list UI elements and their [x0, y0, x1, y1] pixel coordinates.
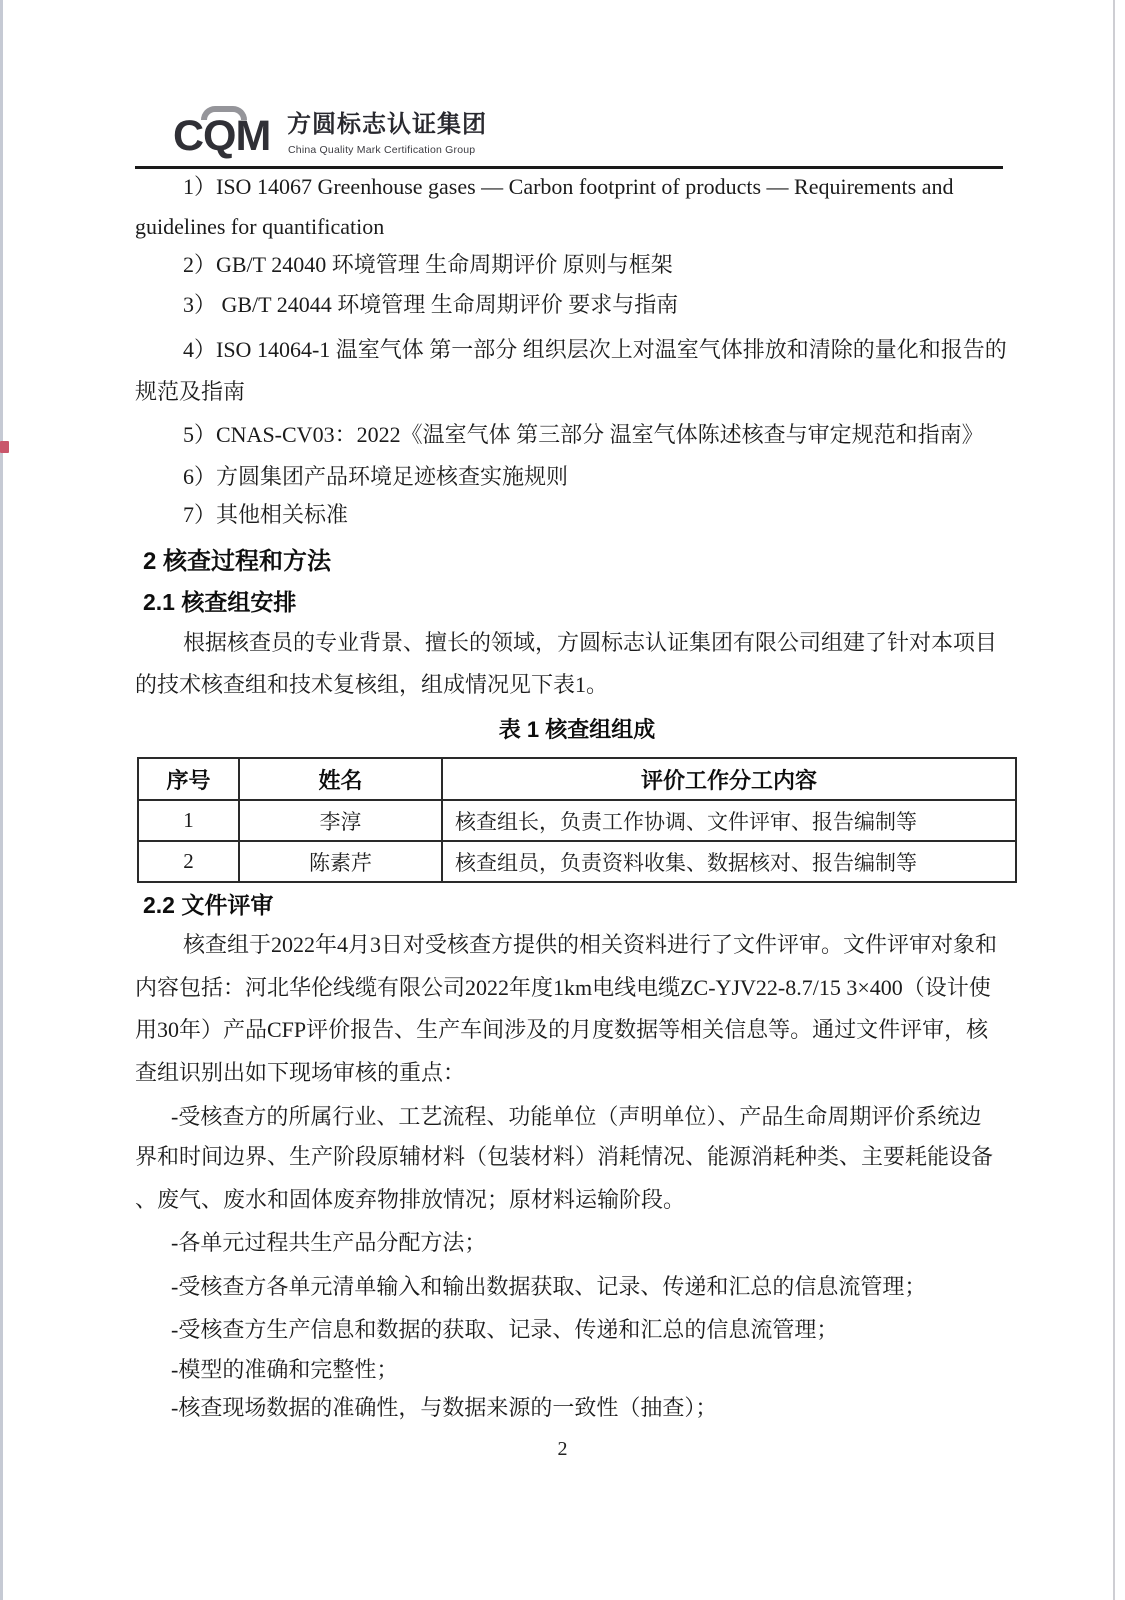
table-row: [138, 800, 1016, 841]
section-2-2-line-5: -受核查方的所属行业、工艺流程、功能单位（声明单位）、产品生命周期评价系统边: [171, 1104, 982, 1129]
ref-item-2: 2）GB/T 24040 环境管理 生命周期评价 原则与框架: [183, 252, 673, 277]
logo-name-en: China Quality Mark Certification Group: [288, 144, 476, 156]
cell-duty: 核查组长，负责工作协调、文件评审、报告编制等: [442, 800, 1016, 841]
cell-name: 李淳: [239, 800, 442, 841]
cell-no: 1: [138, 800, 239, 841]
section-2-1-line-2: 的技术核查组和技术复核组，组成情况见下表1。: [135, 672, 609, 697]
section-2-1-heading: 2.1 核查组安排: [143, 589, 297, 615]
section-2-heading: 2 核查过程和方法: [143, 548, 332, 575]
red-annotation-mark: [0, 441, 9, 453]
ref-item-1-line-2: guidelines for quantification: [135, 214, 385, 239]
ref-item-6: 6）方圆集团产品环境足迹核查实施规则: [183, 464, 569, 489]
scan-edge-left: [0, 0, 3, 1600]
ref-item-1-line-1: 1）ISO 14067 Greenhouse gases — Carbon footprint of products — Requirements and: [183, 174, 954, 199]
ref-item-7: 7）其他相关标准: [183, 502, 349, 527]
section-2-2-line-11: -模型的准确和完整性；: [171, 1357, 399, 1382]
ref-item-4-line-1: 4）ISO 14064-1 温室气体 第一部分 组织层次上对温室气体排放和清除的量化和报告的: [183, 337, 1007, 362]
section-2-2-line-12: -核查现场数据的准确性，与数据来源的一致性（抽查）；: [171, 1395, 718, 1420]
col-header-name: 姓名: [239, 758, 442, 800]
section-2-2-line-1: 核查组于2022年4月3日对受核查方提供的相关资料进行了文件评审。文件评审对象和: [183, 932, 998, 957]
col-header-no: 序号: [138, 758, 239, 800]
table-row: [138, 841, 1016, 882]
section-2-2-line-2: 内容包括：河北华伦线缆有限公司2022年度1km电线电缆ZC-YJV22-8.7/15 3×400（设计使: [135, 975, 991, 1000]
table-1-caption: 表 1 核查组组成: [498, 717, 656, 742]
logo-acronym: CQM: [173, 112, 271, 160]
table-header-row: [138, 758, 1016, 800]
section-2-2-line-7: 、废气、废水和固体废弃物排放情况；原材料运输阶段。: [135, 1187, 686, 1212]
page-number: 2: [557, 1438, 568, 1460]
section-2-2-line-6: 界和时间边界、生产阶段原辅材料（包装材料）消耗情况、能源消耗种类、主要耗能设备: [135, 1144, 994, 1169]
section-2-2-line-3: 用30年）产品CFP评价报告、生产车间涉及的月度数据等相关信息等。通过文件评审，核: [135, 1017, 989, 1042]
cell-name: 陈素芹: [239, 841, 442, 882]
section-2-2-line-10: -受核查方生产信息和数据的获取、记录、传递和汇总的信息流管理；: [171, 1317, 839, 1342]
section-2-2-heading: 2.2 文件评审: [143, 892, 274, 918]
section-2-2-line-4: 查组识别出如下现场审核的重点：: [135, 1060, 466, 1085]
scan-edge-right: [1113, 0, 1115, 1600]
ref-item-4-line-2: 规范及指南: [135, 379, 246, 404]
cell-duty: 核查组员，负责资料收集、数据核对、报告编制等: [442, 841, 1016, 882]
col-header-duty: 评价工作分工内容: [442, 758, 1016, 800]
ref-item-3: 3） GB/T 24044 环境管理 生命周期评价 要求与指南: [183, 292, 679, 317]
section-2-1-line-1: 根据核查员的专业背景、擅长的领域，方圆标志认证集团有限公司组建了针对本项目: [183, 630, 998, 655]
cell-no: 2: [138, 841, 239, 882]
section-2-2-line-8: -各单元过程共生产品分配方法；: [171, 1230, 487, 1255]
verification-team-table: [137, 757, 1017, 883]
logo-name-cn: 方圆标志认证集团: [287, 111, 487, 138]
section-2-2-line-9: -受核查方各单元清单输入和输出数据获取、记录、传递和汇总的信息流管理；: [171, 1274, 927, 1299]
ref-item-5: 5）CNAS-CV03：2022《温室气体 第三部分 温室气体陈述核查与审定规范和指南》: [183, 422, 984, 447]
